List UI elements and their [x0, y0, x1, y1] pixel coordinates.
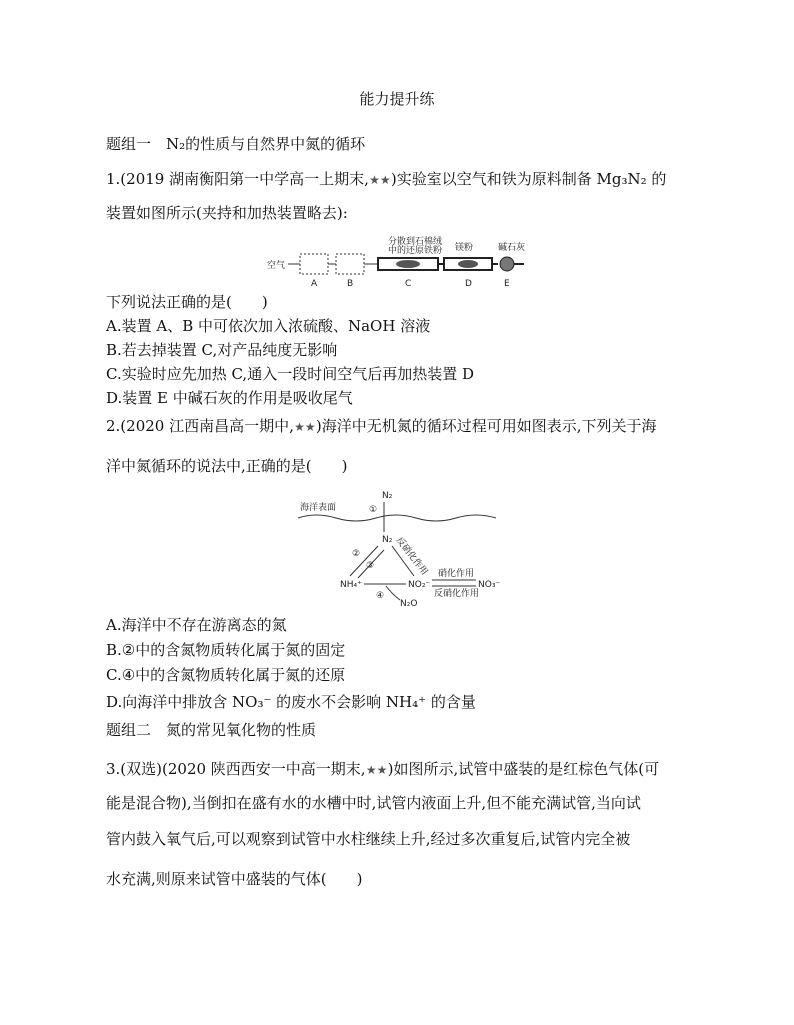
q2-text: )海洋中无机氮的循环过程可用如图表示,下列关于海	[315, 417, 657, 435]
question-3-line-2: 能是混合物),当倒扣在盛有水的水槽中时,试管内液面上升,但不能充满试管,当向试	[106, 794, 641, 812]
circle-2: ②	[352, 549, 361, 559]
circle-3: ③	[366, 561, 375, 571]
denitrification-label-2: 反硝化作用	[434, 589, 480, 599]
difficulty-star-icon: ★★	[294, 420, 316, 434]
q1-option-b: B.若去掉装置 C,对产品纯度无影响	[106, 341, 338, 359]
difficulty-star-icon: ★★	[369, 173, 391, 187]
section-heading-2: 题组二 氮的常见氧化物的性质	[106, 721, 317, 739]
label-soda-lime: 碱石灰	[498, 243, 526, 253]
label-iron-2: 中的还原铁粉	[388, 246, 443, 256]
difficulty-star-icon: ★★	[365, 763, 388, 777]
nitrification-label: 硝化作用	[438, 569, 475, 579]
question-1-line-2: 装置如图所示(夹持和加热装置略去):	[106, 204, 348, 222]
no2-label: NO₂⁻	[408, 580, 431, 590]
q1-text: )实验室以空气和铁为原料制备 Mg₃N₂ 的	[390, 170, 667, 188]
apparatus-diagram	[262, 236, 542, 292]
question-1-line-1	[106, 169, 666, 190]
circle-1: ①	[369, 505, 378, 515]
q2-source: 2.(2020 江西南昌高一期中,	[106, 417, 294, 435]
label-mg: 镁粉	[455, 243, 474, 253]
question-3-line-4: 水充满,则原来试管中盛装的气体( )	[106, 870, 363, 888]
question-2-line-2: 洋中氮循环的说法中,正确的是( )	[106, 457, 348, 475]
q1-option-a: A.装置 A、B 中可依次加入浓硫酸、NaOH 溶液	[106, 317, 431, 335]
q2-option-b: B.②中的含氮物质转化属于氮的固定	[106, 641, 346, 659]
mg-powder	[458, 260, 478, 268]
nitrogen-cycle-diagram	[296, 488, 506, 608]
soda-lime-tube	[500, 257, 514, 271]
circle-4: ④	[376, 591, 385, 601]
nh4-label: NH₄⁺	[340, 580, 362, 590]
iron-powder	[396, 260, 420, 268]
q1-option-c: C.实验时应先加热 C,通入一段时间空气后再加热装置 D	[106, 365, 474, 383]
q1-option-d: D.装置 E 中碱石灰的作用是吸收尾气	[106, 389, 353, 407]
denitrification-label: 反硝化作用	[393, 535, 430, 578]
q3-source: 3.(双选)(2020 陕西西安一中高一期末,	[106, 760, 366, 778]
sea-surface-label: 海洋表面	[300, 503, 337, 513]
label-e: E	[504, 279, 510, 289]
section-heading-1: 题组一 N₂的性质与自然界中氮的循环	[106, 135, 366, 153]
n2-mid: N₂	[382, 535, 393, 545]
label-b: B	[347, 279, 354, 289]
q2-option-d: D.向海洋中排放含 NO₃⁻ 的废水不会影响 NH₄⁺ 的含量	[106, 693, 476, 711]
box-a	[300, 254, 328, 274]
question-3-line-3: 管内鼓入氧气后,可以观察到试管中水柱继续上升,经过多次重复后,试管内完全被	[106, 830, 631, 848]
n2-top: N₂	[382, 491, 393, 501]
question-3-line-1	[106, 759, 659, 780]
q2-option-c: C.④中的含氮物质转化属于氮的还原	[106, 666, 346, 684]
q3-text: )如图所示,试管中盛装的是红棕色气体(可	[387, 760, 660, 778]
label-c: C	[405, 279, 412, 289]
air-label: 空气	[267, 261, 286, 271]
q1-source: 1.(2019 湖南衡阳第一中学高一上期末,	[106, 170, 369, 188]
no3-label: NO₃⁻	[478, 580, 501, 590]
q2-option-a: A.海洋中不存在游离态的氮	[106, 616, 287, 634]
question-1-stem: 下列说法正确的是( )	[106, 293, 268, 311]
label-iron-1: 分散到石棉绒	[388, 237, 443, 247]
n2o-label: N₂O	[400, 599, 418, 608]
question-2-line-1	[106, 416, 657, 437]
box-b	[336, 254, 364, 274]
page-title: 能力提升练	[359, 90, 435, 108]
label-a: A	[311, 279, 318, 289]
label-d: D	[465, 279, 472, 289]
sea-surface-line	[298, 515, 496, 521]
